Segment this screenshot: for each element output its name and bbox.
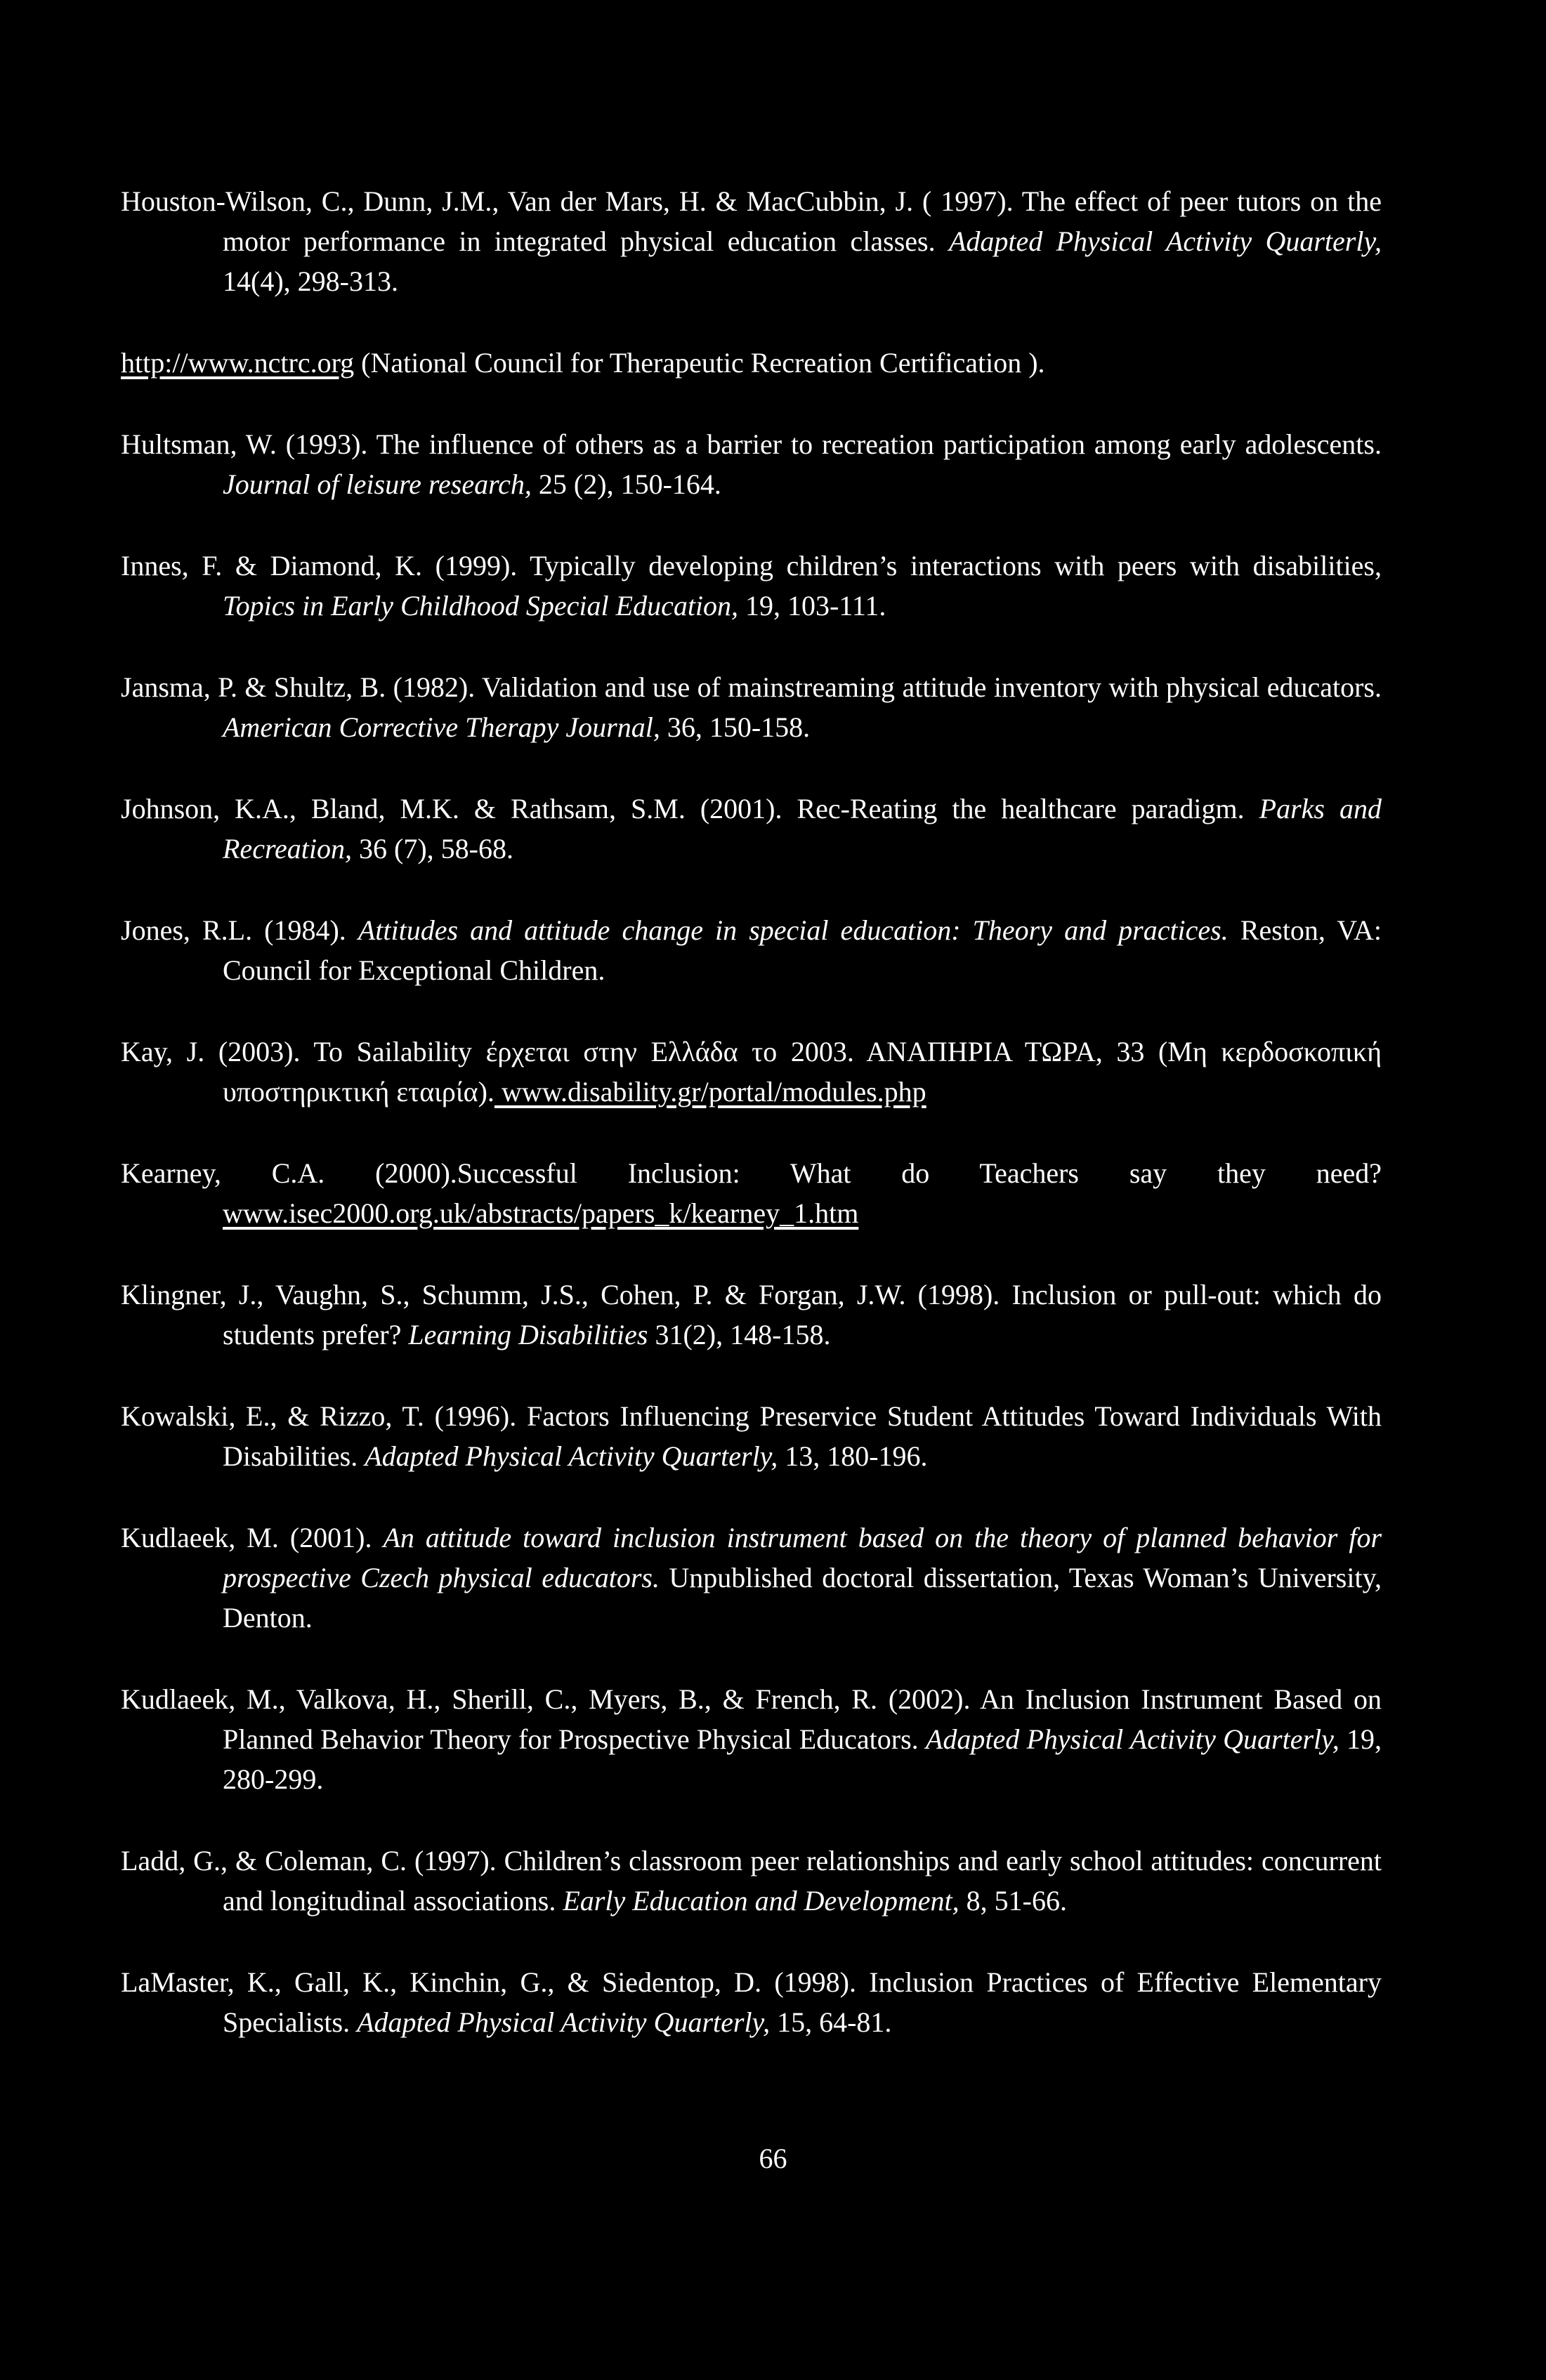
reference-kay: Kay, J. (2003). To Sailability έρχεται στην Ελλάδα το 2003. ΑΝΑΠΗΡΙΑ ΤΩΡΑ, 33 (Μη κερδοσκοπική υποστηρικτική εταιρία). www.disability.gr/portal/modules.php (121, 1036, 1382, 1107)
reference-jones: Jones, R.L. (1984). Attitudes and attitude change in special education: Theory and practices. Reston, VA: Council for Exceptional Children. (121, 914, 1382, 986)
reference-kudlaeek-2002: Kudlaeek, M., Valkova, H., Sherill, C., Myers, B., & French, R. (2002). An Inclusion Instrument Based on Planned Behavior Theory for Prospective Physical Educators. Adapted Physical Activity Quarterly, 19, 280-299. (121, 1683, 1382, 1795)
nctrc-link[interactable]: http://www.nctrc.org (121, 347, 355, 379)
reference-kearney: Kearney, C.A. (2000).Successful Inclusion: What do Teachers say they need? www.isec2000.org.uk/abstracts/papers_k/kearney_1.htm (121, 1157, 1382, 1229)
isec2000-link[interactable]: www.isec2000.org.uk/abstracts/papers_k/kearney_1.htm (223, 1197, 859, 1229)
reference-klingner: Klingner, J., Vaughn, S., Schumm, J.S., Cohen, P. & Forgan, J.W. (1998). Inclusion or pull-out: which do students prefer? Learning Disabilities 31(2), 148-158. (121, 1279, 1382, 1350)
reference-ladd: Ladd, G., & Coleman, C. (1997). Children’s classroom peer relationships and early school attitudes: concurrent and longitudinal associations. Early Education and Development, 8, 51-66. (121, 1845, 1382, 1917)
reference-kudlaeek-2001: Kudlaeek, M. (2001). An attitude toward inclusion instrument based on the theory of planned behavior for prospective Czech physical educators. Unpublished doctoral dissertation, Texas Woman’s University, Denton. (121, 1522, 1382, 1633)
reference-nctrc: http://www.nctrc.org (National Council for Therapeutic Recreation Certification ). (121, 347, 1045, 379)
disability-gr-link[interactable]: www.disability.gr/portal/modules.php (494, 1076, 926, 1107)
reference-list (121, 181, 1382, 2084)
reference-innes: Innes, F. & Diamond, K. (1999). Typically developing children’s interactions with peers with disabilities, Topics in Early Childhood Special Education, 19, 103-111. (121, 550, 1382, 622)
reference-lamaster: LaMaster, K., Gall, K., Kinchin, G., & Siedentop, D. (1998). Inclusion Practices of Effective Elementary Specialists. Adapted Physical Activity Quarterly, 15, 64-81. (121, 1966, 1382, 2038)
reference-johnson: Johnson, K.A., Bland, M.K. & Rathsam, S.M. (2001). Rec-Reating the healthcare paradigm. Parks and Recreation, 36 (7), 58-68. (121, 793, 1382, 864)
reference-jansma: Jansma, P. & Shultz, B. (1982). Validation and use of mainstreaming attitude inventory with physical educators. American Corrective Therapy Journal, 36, 150-158. (121, 671, 1382, 743)
page-number: 66 (759, 2143, 787, 2174)
reference-houston-wilson: Houston-Wilson, C., Dunn, J.M., Van der Mars, H. & MacCubbin, J. ( 1997). The effect of peer tutors on the motor performance in integrated physical education classes. Adapted Physical Activity Quarterly, 14(4), 298-313. (121, 185, 1382, 297)
reference-kowalski: Kowalski, E., & Rizzo, T. (1996). Factors Influencing Preservice Student Attitudes Toward Individuals With Disabilities. Adapted Physical Activity Quarterly, 13, 180-196. (121, 1400, 1382, 1472)
reference-hultsman: Hultsman, W. (1993). The influence of others as a barrier to recreation participation among early adolescents. Journal of leisure research, 25 (2), 150-164. (121, 428, 1382, 500)
